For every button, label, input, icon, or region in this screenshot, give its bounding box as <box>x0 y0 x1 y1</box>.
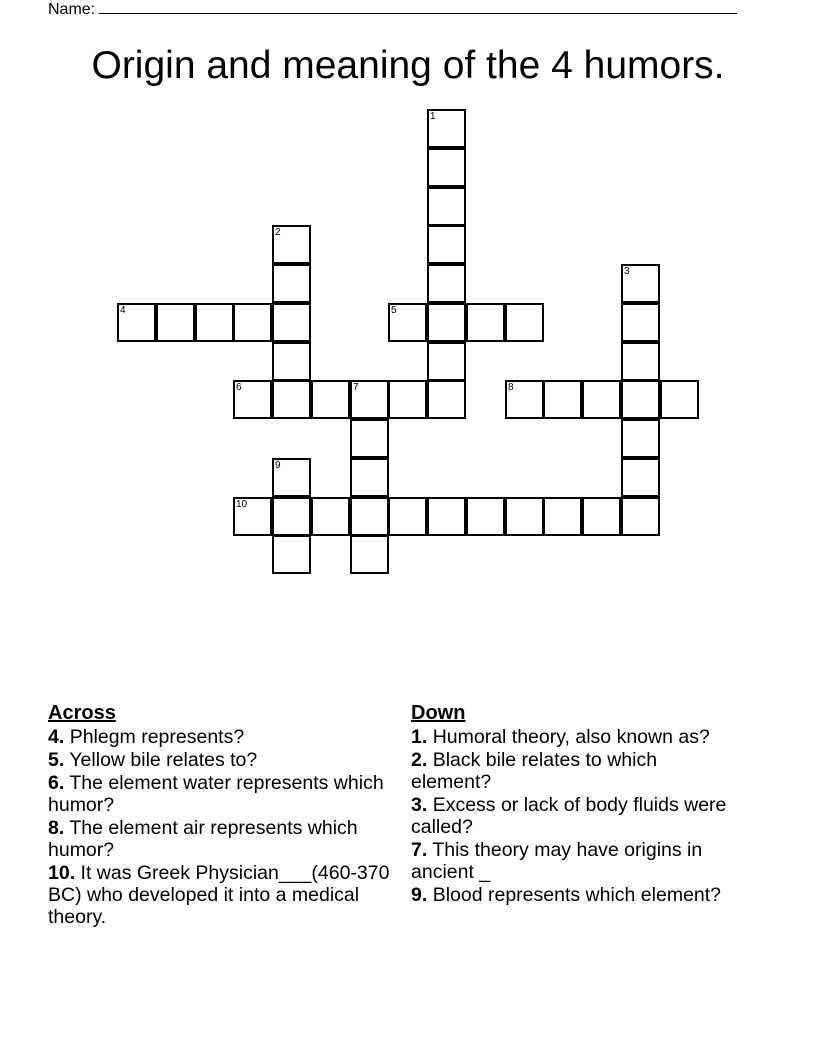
grid-cell[interactable] <box>466 303 505 342</box>
cell-number: 2 <box>275 227 281 238</box>
clue-across-6: 6. The element water represents which humor? <box>48 772 384 816</box>
grid-cell[interactable] <box>350 458 389 497</box>
grid-cell[interactable] <box>272 535 311 574</box>
cell-number: 5 <box>391 305 397 316</box>
grid-cell[interactable] <box>117 303 156 342</box>
clue-across-5: 5. Yellow bile relates to? <box>48 749 258 771</box>
grid-cell[interactable] <box>388 380 427 419</box>
grid-cell[interactable] <box>350 535 389 574</box>
grid-cell[interactable] <box>427 264 466 303</box>
clue-down-3: 3. Excess or lack of body fluids were called? <box>411 794 727 838</box>
grid-cell[interactable] <box>272 342 311 381</box>
grid-cell[interactable] <box>427 225 466 264</box>
grid-cell[interactable] <box>272 303 311 342</box>
grid-cell[interactable] <box>311 497 350 536</box>
grid-cell[interactable] <box>621 497 660 536</box>
clue-across-8: 8. The element air represents which humor? <box>48 817 358 861</box>
grid-cell[interactable] <box>233 303 272 342</box>
grid-cell[interactable] <box>621 342 660 381</box>
across-heading: Across <box>48 702 116 724</box>
clue-across-4: 4. Phlegm represents? <box>48 726 245 748</box>
down-clues <box>411 702 741 907</box>
grid-cell[interactable] <box>466 497 505 536</box>
grid-cell[interactable] <box>233 380 272 419</box>
grid-cell[interactable] <box>621 458 660 497</box>
grid-cell[interactable] <box>272 458 311 497</box>
grid-cell[interactable] <box>427 148 466 187</box>
grid-cell[interactable] <box>195 303 234 342</box>
cell-number: 4 <box>120 305 126 316</box>
grid-cell[interactable] <box>621 380 660 419</box>
grid-cell[interactable] <box>427 303 466 342</box>
cell-number: 1 <box>430 111 436 122</box>
grid-cell[interactable] <box>505 303 544 342</box>
cell-number: 8 <box>508 382 514 393</box>
grid-cell[interactable] <box>388 497 427 536</box>
grid-cell[interactable] <box>156 303 195 342</box>
grid-cell[interactable] <box>427 497 466 536</box>
grid-cell[interactable] <box>388 303 427 342</box>
grid-cell[interactable] <box>621 303 660 342</box>
grid-cell[interactable] <box>582 380 621 419</box>
cell-number: 7 <box>353 382 359 393</box>
cell-number: 6 <box>236 382 242 393</box>
grid-cell[interactable] <box>660 380 699 419</box>
grid-cell[interactable] <box>272 497 311 536</box>
clue-down-2: 2. Black bile relates to which element? <box>411 749 658 793</box>
grid-cell[interactable] <box>272 225 311 264</box>
grid-cell[interactable] <box>621 419 660 458</box>
clue-down-1: 1. Humoral theory, also known as? <box>411 726 710 748</box>
grid-cell[interactable] <box>582 497 621 536</box>
grid-cell[interactable] <box>427 109 466 148</box>
grid-cell[interactable] <box>427 342 466 381</box>
cell-number: 10 <box>236 499 248 510</box>
grid-cell[interactable] <box>272 380 311 419</box>
clue-across-10: 10. It was Greek Physician___(460-370 BC) who developed it into a medical theory. <box>48 862 390 928</box>
grid-cell[interactable] <box>427 187 466 226</box>
clue-down-7: 7. This theory may have origins in ancient _ <box>411 839 703 883</box>
grid-cell[interactable] <box>311 380 350 419</box>
cell-number: 9 <box>275 460 281 471</box>
name-label: Name: <box>48 1 96 18</box>
down-heading: Down <box>411 702 466 724</box>
grid-cell[interactable] <box>350 380 389 419</box>
grid-cell[interactable] <box>543 497 582 536</box>
grid-cell[interactable] <box>427 380 466 419</box>
grid-cell[interactable] <box>543 380 582 419</box>
across-clues <box>48 702 398 929</box>
page-title: Origin and meaning of the 4 humors. <box>91 44 725 87</box>
clue-down-9: 9. Blood represents which element? <box>411 884 722 906</box>
grid-cell[interactable] <box>505 380 544 419</box>
grid-cell[interactable] <box>272 264 311 303</box>
grid-cell[interactable] <box>505 497 544 536</box>
grid-cell[interactable] <box>621 264 660 303</box>
grid-cell[interactable] <box>350 419 389 458</box>
grid-cell[interactable] <box>350 497 389 536</box>
grid-cell[interactable] <box>233 497 272 536</box>
cell-number: 3 <box>624 266 630 277</box>
